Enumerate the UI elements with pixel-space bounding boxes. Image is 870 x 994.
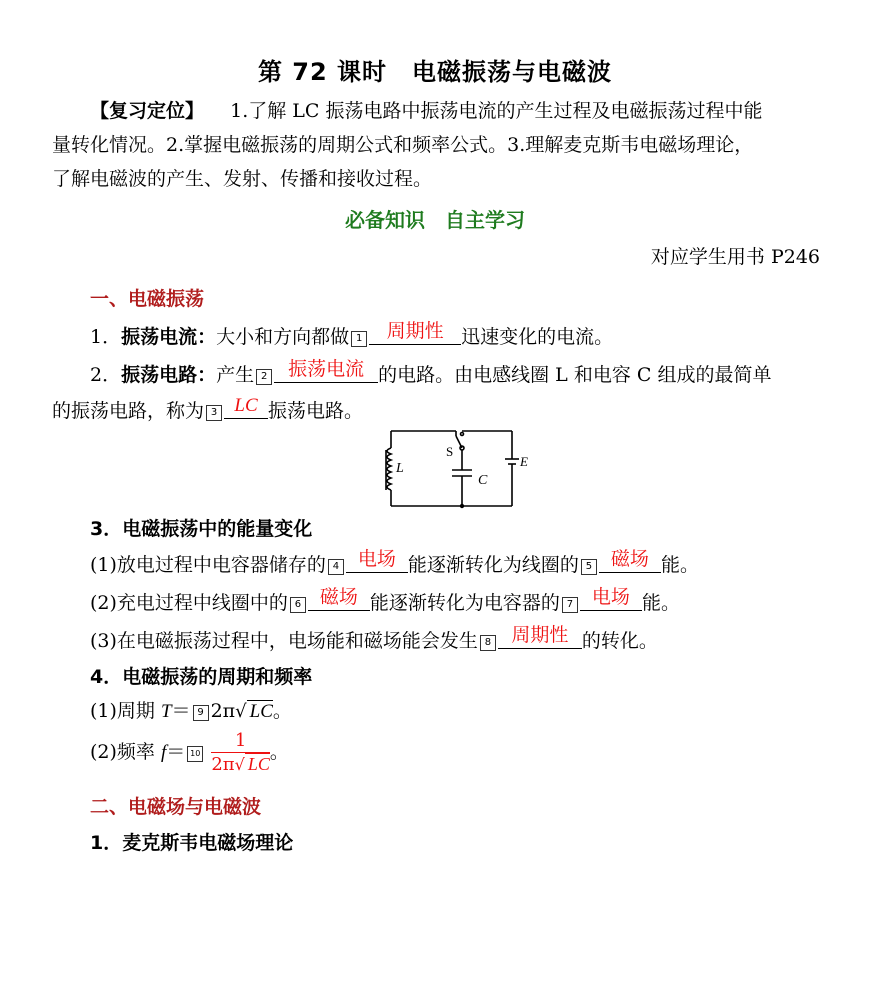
label-C: C bbox=[478, 473, 488, 488]
book-reference: 对应学生用书 P246 bbox=[650, 246, 820, 268]
frequency-fraction bbox=[211, 730, 270, 776]
part2-item1: 1．麦克斯韦电磁场理论 bbox=[90, 832, 294, 854]
answer-text: 周期性 bbox=[511, 624, 569, 646]
section-heading: 必备知识 自主学习 bbox=[345, 208, 525, 232]
item-text: 能。 bbox=[641, 592, 680, 614]
item-term: 振荡电路： bbox=[121, 364, 217, 386]
review-paragraph bbox=[52, 94, 762, 196]
item-oscillating-current bbox=[90, 320, 613, 354]
item-text: (1)周期 bbox=[90, 700, 161, 722]
blank-marker: 2 bbox=[256, 369, 272, 385]
item-text: 能逐渐转化为电容器的 bbox=[369, 592, 560, 614]
energy-line-1 bbox=[90, 548, 699, 582]
blank-marker: 4 bbox=[328, 559, 344, 575]
item-term: 振荡电流： bbox=[121, 326, 217, 348]
energy-line-3 bbox=[90, 624, 658, 658]
lc-circuit-diagram bbox=[376, 426, 536, 512]
blank-marker: 5 bbox=[581, 559, 597, 575]
answer-text: 周期性 bbox=[386, 320, 444, 342]
item-text: (3)在电磁振荡过程中，电场能和磁场能会发生 bbox=[90, 630, 478, 652]
answer-blank bbox=[369, 322, 461, 345]
sqrt-content: LC bbox=[245, 753, 270, 774]
answer-text: 磁场 bbox=[610, 548, 649, 570]
formula-text: 2π bbox=[210, 700, 236, 722]
part1-heading: 一、电磁振荡 bbox=[90, 288, 205, 310]
blank-marker: 6 bbox=[290, 597, 306, 613]
item-text: 产生 bbox=[216, 364, 255, 386]
answer-blank bbox=[498, 626, 582, 649]
item-text: 的电路。由电感线圈 L 和电容 C 组成的最简单 bbox=[378, 364, 772, 386]
item-text: (2)频率 bbox=[90, 741, 161, 763]
label-L: L bbox=[396, 461, 404, 476]
frequency-variable: f bbox=[160, 742, 167, 763]
answer-text: LC bbox=[234, 395, 258, 416]
item-text: 迅速变化的电流。 bbox=[461, 326, 614, 348]
answer-blank bbox=[224, 396, 268, 419]
blank-marker: 8 bbox=[480, 635, 496, 651]
label-S: S bbox=[446, 444, 454, 459]
inductor-coil bbox=[387, 448, 391, 490]
item-oscillating-circuit-line2 bbox=[52, 394, 363, 428]
answer-blank bbox=[346, 550, 408, 573]
sqrt-content: LC bbox=[247, 700, 273, 722]
item-text: 能逐渐转化为线圈的 bbox=[407, 554, 579, 576]
item-text: 的振荡电路，称为 bbox=[52, 400, 205, 422]
blank-marker: 1 bbox=[351, 331, 367, 347]
item-number: 2． bbox=[90, 364, 122, 386]
sqrt-icon: √ bbox=[235, 701, 247, 722]
answer-blank bbox=[599, 550, 661, 573]
answer-text: 振荡电流 bbox=[288, 358, 365, 380]
equals-sign: ＝ bbox=[171, 700, 191, 722]
item-text: 。 bbox=[272, 700, 292, 722]
part2-heading: 二、电磁场与电磁波 bbox=[90, 796, 262, 818]
answer-blank bbox=[580, 588, 642, 611]
item-oscillating-circuit bbox=[90, 358, 771, 392]
sqrt-icon: √ bbox=[234, 755, 245, 774]
energy-line-2 bbox=[90, 586, 680, 620]
blank-marker: 10 bbox=[187, 746, 203, 762]
answer-blank bbox=[308, 588, 370, 611]
blank-marker: 3 bbox=[206, 405, 222, 421]
page-title: 第 72 课时 电磁振荡与电磁波 bbox=[257, 58, 613, 86]
item3-heading: 3．电磁振荡中的能量变化 bbox=[90, 518, 313, 540]
denominator-pi: 2π bbox=[211, 754, 235, 775]
item-text: 大小和方向都做 bbox=[216, 326, 350, 348]
item-text: (1)放电过程中电容器储存的 bbox=[90, 554, 326, 576]
review-label: 【复习定位】 bbox=[90, 100, 205, 122]
answer-blank bbox=[274, 360, 378, 383]
blank-marker: 7 bbox=[562, 597, 578, 613]
item4-heading: 4．电磁振荡的周期和频率 bbox=[90, 666, 313, 688]
item-text: 振荡电路。 bbox=[268, 400, 364, 422]
answer-text: 电场 bbox=[591, 586, 630, 608]
item-text: 能。 bbox=[660, 554, 699, 576]
blank-marker: 9 bbox=[193, 705, 209, 721]
review-line-3: 了解电磁波的产生、发射、传播和接收过程。 bbox=[52, 168, 433, 190]
fraction-denominator bbox=[211, 752, 270, 776]
item-text: 。 bbox=[269, 741, 289, 763]
review-line-1: 1.了解 LC 振荡电路中振荡电流的产生过程及电磁振荡过程中能 bbox=[230, 100, 763, 122]
review-line-2: 量转化情况。2.掌握电磁振荡的周期公式和频率公式。3.理解麦克斯韦电磁场理论， bbox=[52, 134, 754, 156]
frequency-formula bbox=[90, 730, 289, 776]
label-E: E bbox=[520, 454, 528, 469]
item-number: 1． bbox=[90, 326, 122, 348]
answer-text: 电场 bbox=[357, 548, 396, 570]
item-text: 的转化。 bbox=[581, 630, 658, 652]
equals-sign: ＝ bbox=[166, 741, 186, 763]
answer-text: 磁场 bbox=[319, 586, 358, 608]
period-formula bbox=[90, 694, 292, 729]
period-variable: T bbox=[160, 701, 172, 722]
item-text: (2)充电过程中线圈中的 bbox=[90, 592, 288, 614]
fraction-numerator: 1 bbox=[234, 730, 247, 751]
